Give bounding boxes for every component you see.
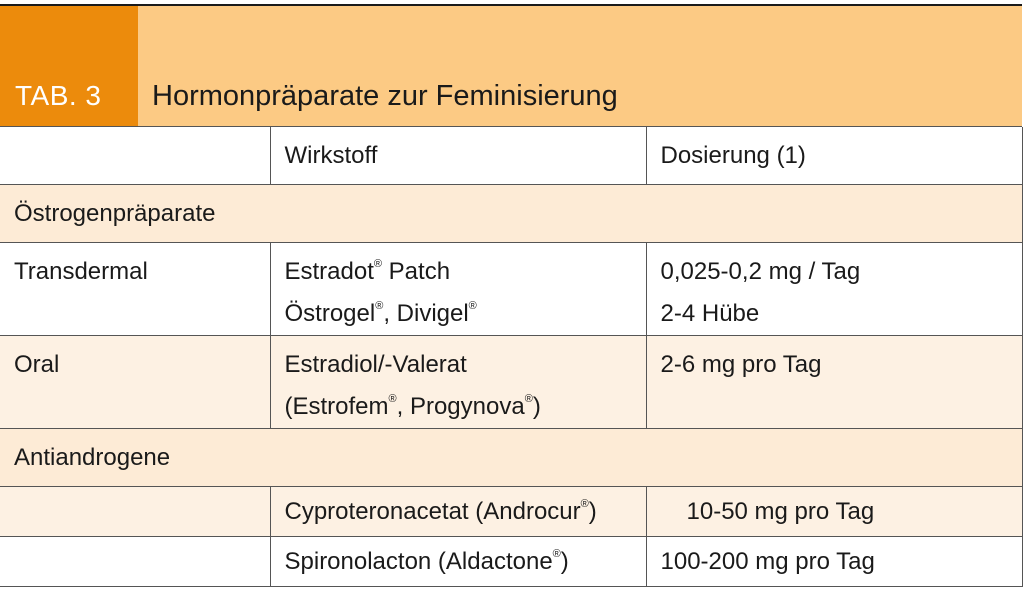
dosage-line: 2-4 Hübe — [660, 299, 760, 327]
route-cell: Oral — [0, 335, 270, 428]
substance-line: Estradot® Patch — [284, 257, 451, 285]
substance-line: Cyproteronacetat (Androcur®) — [284, 497, 597, 525]
substance-cell — [270, 536, 646, 586]
section-row-antiandrogen — [0, 428, 1022, 486]
column-header-route — [0, 127, 270, 184]
table-row — [0, 486, 1022, 536]
substance-line: Estradiol/-Valerat — [284, 350, 467, 378]
substance-cell — [270, 242, 646, 335]
dosage-cell — [646, 486, 1022, 536]
dosage-line: 10-50 mg pro Tag — [686, 497, 875, 525]
section-row-estrogen — [0, 184, 1022, 242]
substance-line: (Estrofem®, Progynova®) — [284, 392, 541, 420]
dosage-line: 2-6 mg pro Tag — [660, 350, 822, 378]
route-cell: Transdermal — [0, 242, 270, 335]
table-header — [0, 6, 1022, 127]
substance-line: Östrogel®, Divigel® — [284, 299, 477, 327]
dosage-cell — [646, 536, 1022, 586]
hormone-table — [0, 127, 1023, 587]
table-row — [0, 242, 1022, 335]
table-number: TAB. 3 — [15, 80, 102, 111]
dosage-cell — [646, 335, 1022, 428]
column-header-row — [0, 127, 1022, 184]
column-header-dosage: Dosierung (1) — [646, 127, 1022, 184]
table-number-badge — [0, 6, 138, 126]
dosage-cell — [646, 242, 1022, 335]
substance-cell — [270, 335, 646, 428]
column-header-substance: Wirkstoff — [270, 127, 646, 184]
dosage-line: 100-200 mg pro Tag — [660, 547, 875, 575]
substance-cell — [270, 486, 646, 536]
section-label: Antiandrogene — [0, 428, 1022, 486]
route-cell — [0, 536, 270, 586]
table-row — [0, 536, 1022, 586]
table-row — [0, 335, 1022, 428]
table-frame — [0, 4, 1022, 575]
section-label: Östrogenpräparate — [0, 184, 1022, 242]
dosage-line: 0,025-0,2 mg / Tag — [660, 257, 861, 285]
route-cell — [0, 486, 270, 536]
substance-line: Spironolacton (Aldactone®) — [284, 547, 569, 575]
table-title: Hormonpräparate zur Feminisierung — [152, 80, 618, 112]
